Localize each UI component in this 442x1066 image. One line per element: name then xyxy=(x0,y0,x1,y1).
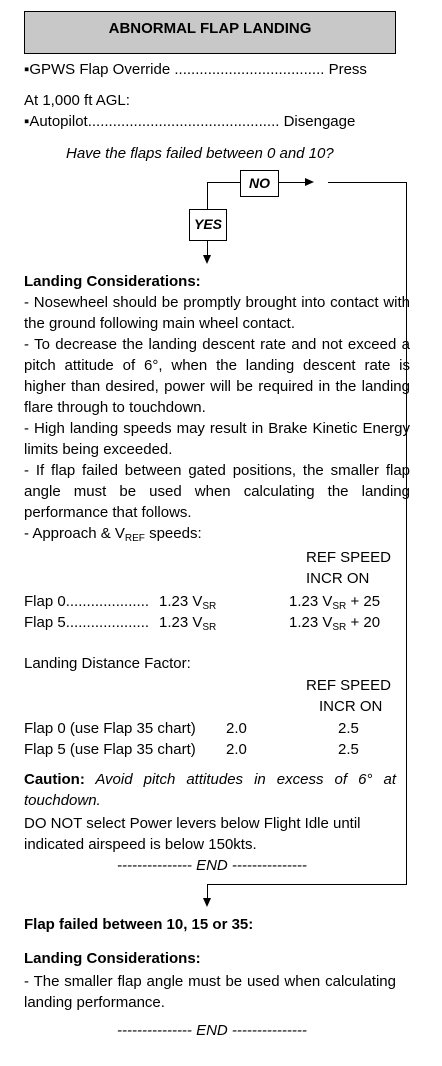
ldf-row-factor: 2.0 xyxy=(226,720,247,737)
autopilot-label: Autopilot xyxy=(29,113,88,130)
no-box: NO xyxy=(240,170,279,197)
section-heading: Landing Considerations: xyxy=(24,950,201,967)
ldf-row-flap: Flap 5 (use Flap 35 chart) xyxy=(24,741,196,758)
speed-header: REF SPEED xyxy=(306,549,392,566)
arrow-down-icon xyxy=(203,255,211,264)
speed-row-incr: 1.23 $V_{SR} + 25$ xyxy=(289,593,381,612)
title-box xyxy=(24,11,396,54)
landing-considerations-section xyxy=(24,271,410,549)
end-marker: --------------- END --------------- xyxy=(117,1022,307,1039)
consideration-item: - If flap failed between gated positions, the smaller flap angle must be used when calculating the landing performance that follows. xyxy=(24,462,410,521)
consideration-item: - To decrease the landing descent rate and not exceed a pitch attitude of 6°, when the landing descent rate is higher than desired, power will be required in the landing flare through to touchdown. xyxy=(24,336,410,416)
gpws-action: Press xyxy=(328,61,367,78)
end-marker: --------------- END --------------- xyxy=(117,857,307,874)
arrow-right-icon xyxy=(305,178,314,186)
consideration-item: - High landing speeds may result in Brake Kinetic Energy limits being exceeded. xyxy=(24,420,410,458)
connector-line xyxy=(207,182,240,183)
speed-row-flap: Flap 5.................... xyxy=(24,614,150,631)
speed-row-flap: Flap 0.................... xyxy=(24,593,150,610)
connector-line xyxy=(207,241,208,256)
ldf-header: INCR ON xyxy=(319,698,383,715)
speed-header: INCR ON xyxy=(306,570,370,587)
yes-box: YES xyxy=(189,209,227,241)
autopilot-action: Disengage xyxy=(283,113,356,130)
ldf-row-factor: 2.0 xyxy=(226,741,247,758)
connector-line xyxy=(207,884,208,898)
consideration-item: - Nosewheel should be promptly brought into contact with the ground following main wheel contact. xyxy=(24,294,410,332)
speed-row-factor: 1.23 $V_{SR}$ xyxy=(159,593,217,612)
consideration-item: - The smaller flap angle must be used when calculating landing performance. xyxy=(24,973,396,1011)
autopilot-dots: .............................................. xyxy=(87,113,280,130)
gpws-label: GPWS Flap Override xyxy=(29,61,171,78)
ldf-row-flap: Flap 0 (use Flap 35 chart) xyxy=(24,720,196,737)
ldf-label: Landing Distance Factor: xyxy=(24,655,191,672)
caution-text: Avoid pitch attitudes in excess of 6° at touchdown. xyxy=(24,771,396,809)
section-heading: Landing Considerations: xyxy=(24,273,201,290)
connector-line xyxy=(279,182,305,183)
flap-question: Have the flaps failed between 0 and 10? xyxy=(66,145,334,162)
connector-line xyxy=(207,884,407,885)
at-1000-label: At 1,000 ft AGL: xyxy=(24,92,130,109)
section2-heading: Flap failed between 10, 15 or 35: xyxy=(24,916,254,933)
caution-block xyxy=(24,769,396,811)
speed-row-factor: 1.23 $V_{SR}$ xyxy=(159,614,217,633)
arrow-down-icon xyxy=(203,898,211,907)
autopilot-line xyxy=(24,112,355,132)
page-title: ABNORMAL FLAP LANDING xyxy=(108,20,312,37)
connector-line xyxy=(328,182,406,183)
bullet: ▪ xyxy=(24,61,30,78)
ldf-row-incr: 2.5 xyxy=(338,720,359,737)
ldf-row-incr: 2.5 xyxy=(338,741,359,758)
approach-label: - Approach & $V_{REF}$ speeds: xyxy=(24,525,202,544)
gpws-dots: .................................... xyxy=(174,61,325,78)
caution-label: Caution: xyxy=(24,771,85,788)
gpws-line xyxy=(24,60,367,80)
do-not-note: DO NOT select Power levers below Flight Idle until indicated airspeed is below 150kts. xyxy=(24,815,361,853)
bullet: ▪ xyxy=(24,113,30,130)
speed-row-incr: 1.23 $V_{SR} + 20$ xyxy=(289,614,381,633)
connector-line xyxy=(207,182,208,209)
ldf-header: REF SPEED xyxy=(306,677,392,694)
